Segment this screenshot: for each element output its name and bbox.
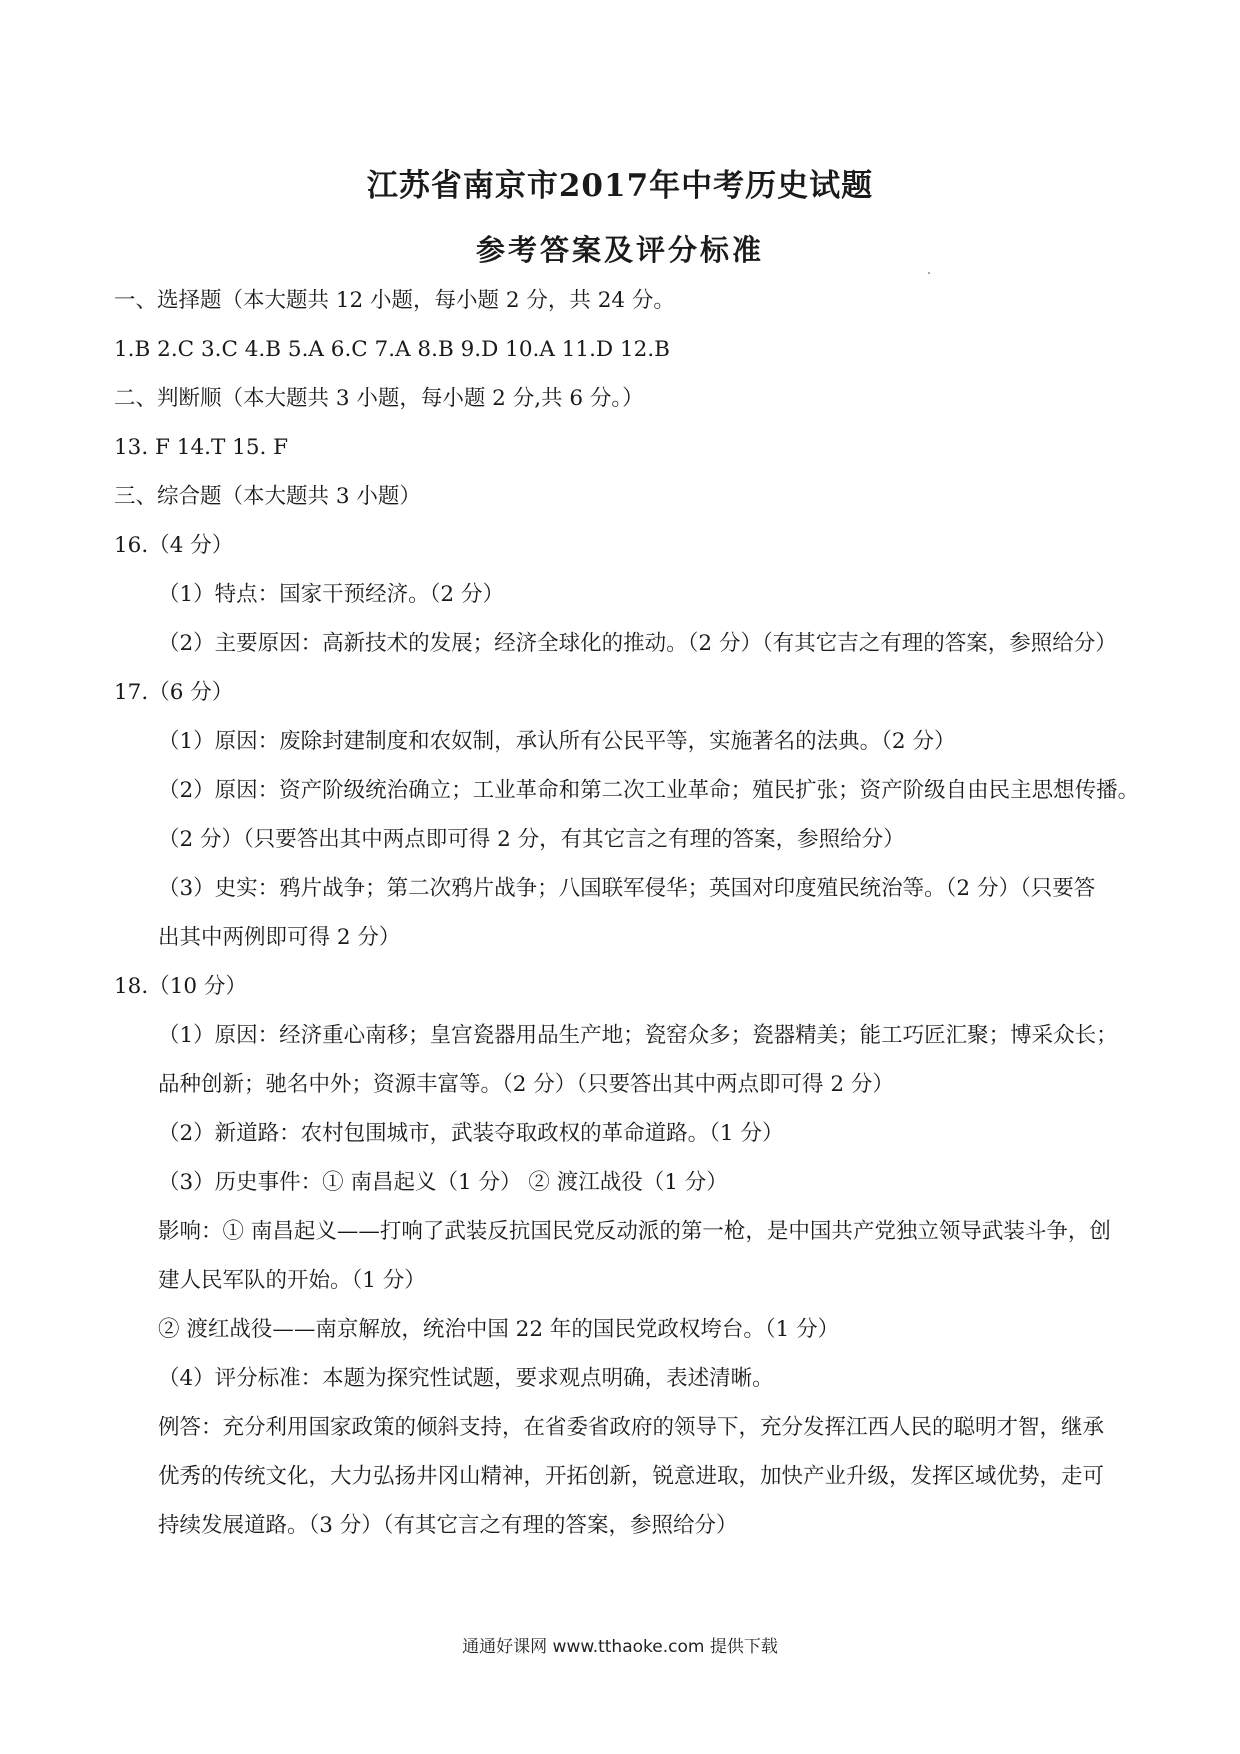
answer-line: （3）史实：鸦片战争；第二次鸦片战争；八国联军侵华；英国对印度殖民统治等。（2 分）（只要答 [158, 876, 1096, 901]
answer-line: （1）特点：国家干预经济。（2 分） [158, 582, 504, 607]
answer-line: 出其中两例即可得 2 分） [158, 925, 401, 950]
answer-line: 优秀的传统文化，大力弘扬井冈山精神，开拓创新，锐意进取，加快产业升级，发挥区域优势，走可 [158, 1464, 1105, 1489]
answer-line: （3）历史事件：① 南昌起义（1 分） ② 渡江战役（1 分） [158, 1170, 728, 1195]
question-17-heading: 17.（6 分） [114, 680, 234, 705]
answer-line: （2）新道路：农村包围城市，武装夺取政权的革命道路。（1 分） [158, 1121, 784, 1146]
section-heading-comprehensive: 三、综合题（本大题共 3 小题） [114, 484, 421, 509]
scan-speck [928, 272, 930, 274]
answer-line: 持续发展道路。（3 分）（有其它言之有理的答案，参照给分） [158, 1513, 738, 1538]
answer-line: （2 分）（只要答出其中两点即可得 2 分，有其它言之有理的答案，参照给分） [158, 827, 905, 852]
download-footer: 通通好课网 www.tthaoke.com 提供下载 [462, 1637, 778, 1657]
answer-line: 例答：充分利用国家政策的倾斜支持，在省委省政府的领导下，充分发挥江西人民的聪明才智，继承 [158, 1415, 1105, 1440]
document-subtitle: 参考答案及评分标准 [475, 233, 764, 267]
answer-line: 影响：① 南昌起义——打响了武装反抗国民党反动派的第一枪，是中国共产党独立领导武装斗争，创 [158, 1219, 1111, 1244]
question-18-heading: 18.（10 分） [114, 974, 247, 999]
answer-line: （1）原因：经济重心南移；皇宫瓷器用品生产地；瓷窑众多；瓷器精美；能工巧匠汇聚；博采众长； [158, 1023, 1118, 1048]
answer-line: （2）原因：资产阶级统治确立；工业革命和第二次工业革命；殖民扩张；资产阶级自由民主思想传播。 [158, 778, 1140, 803]
answer-line-choice: 1.B 2.C 3.C 4.B 5.A 6.C 7.A 8.B 9.D 10.A 11.D 12.B [114, 337, 670, 362]
document-title: 江苏省南京市2017年中考历史试题 [366, 168, 874, 204]
answer-line-judge: 13. F 14.T 15. F [114, 435, 289, 460]
answer-line: ② 渡红战役——南京解放，统治中国 22 年的国民党政权垮台。（1 分） [158, 1317, 840, 1342]
section-heading-choice: 一、选择题（本大题共 12 小题，每小题 2 分，共 24 分。 [114, 288, 675, 313]
answer-line: 建人民军队的开始。（1 分） [158, 1268, 426, 1293]
question-16-heading: 16.（4 分） [114, 533, 234, 558]
answer-line: 品种创新；驰名中外；资源丰富等。（2 分）（只要答出其中两点即可得 2 分） [158, 1072, 894, 1097]
section-heading-judge: 二、判断顺（本大题共 3 小题，每小题 2 分,共 6 分。） [114, 386, 644, 411]
answer-line: （1）原因：废除封建制度和农奴制，承认所有公民平等，实施著名的法典。（2 分） [158, 729, 956, 754]
answer-line: （4）评分标准：本题为探究性试题，要求观点明确，表述清晰。 [158, 1366, 774, 1391]
answer-line: （2）主要原因：高新技术的发展；经济全球化的推动。（2 分）（有其它吉之有理的答案，参照给分） [158, 631, 1117, 656]
